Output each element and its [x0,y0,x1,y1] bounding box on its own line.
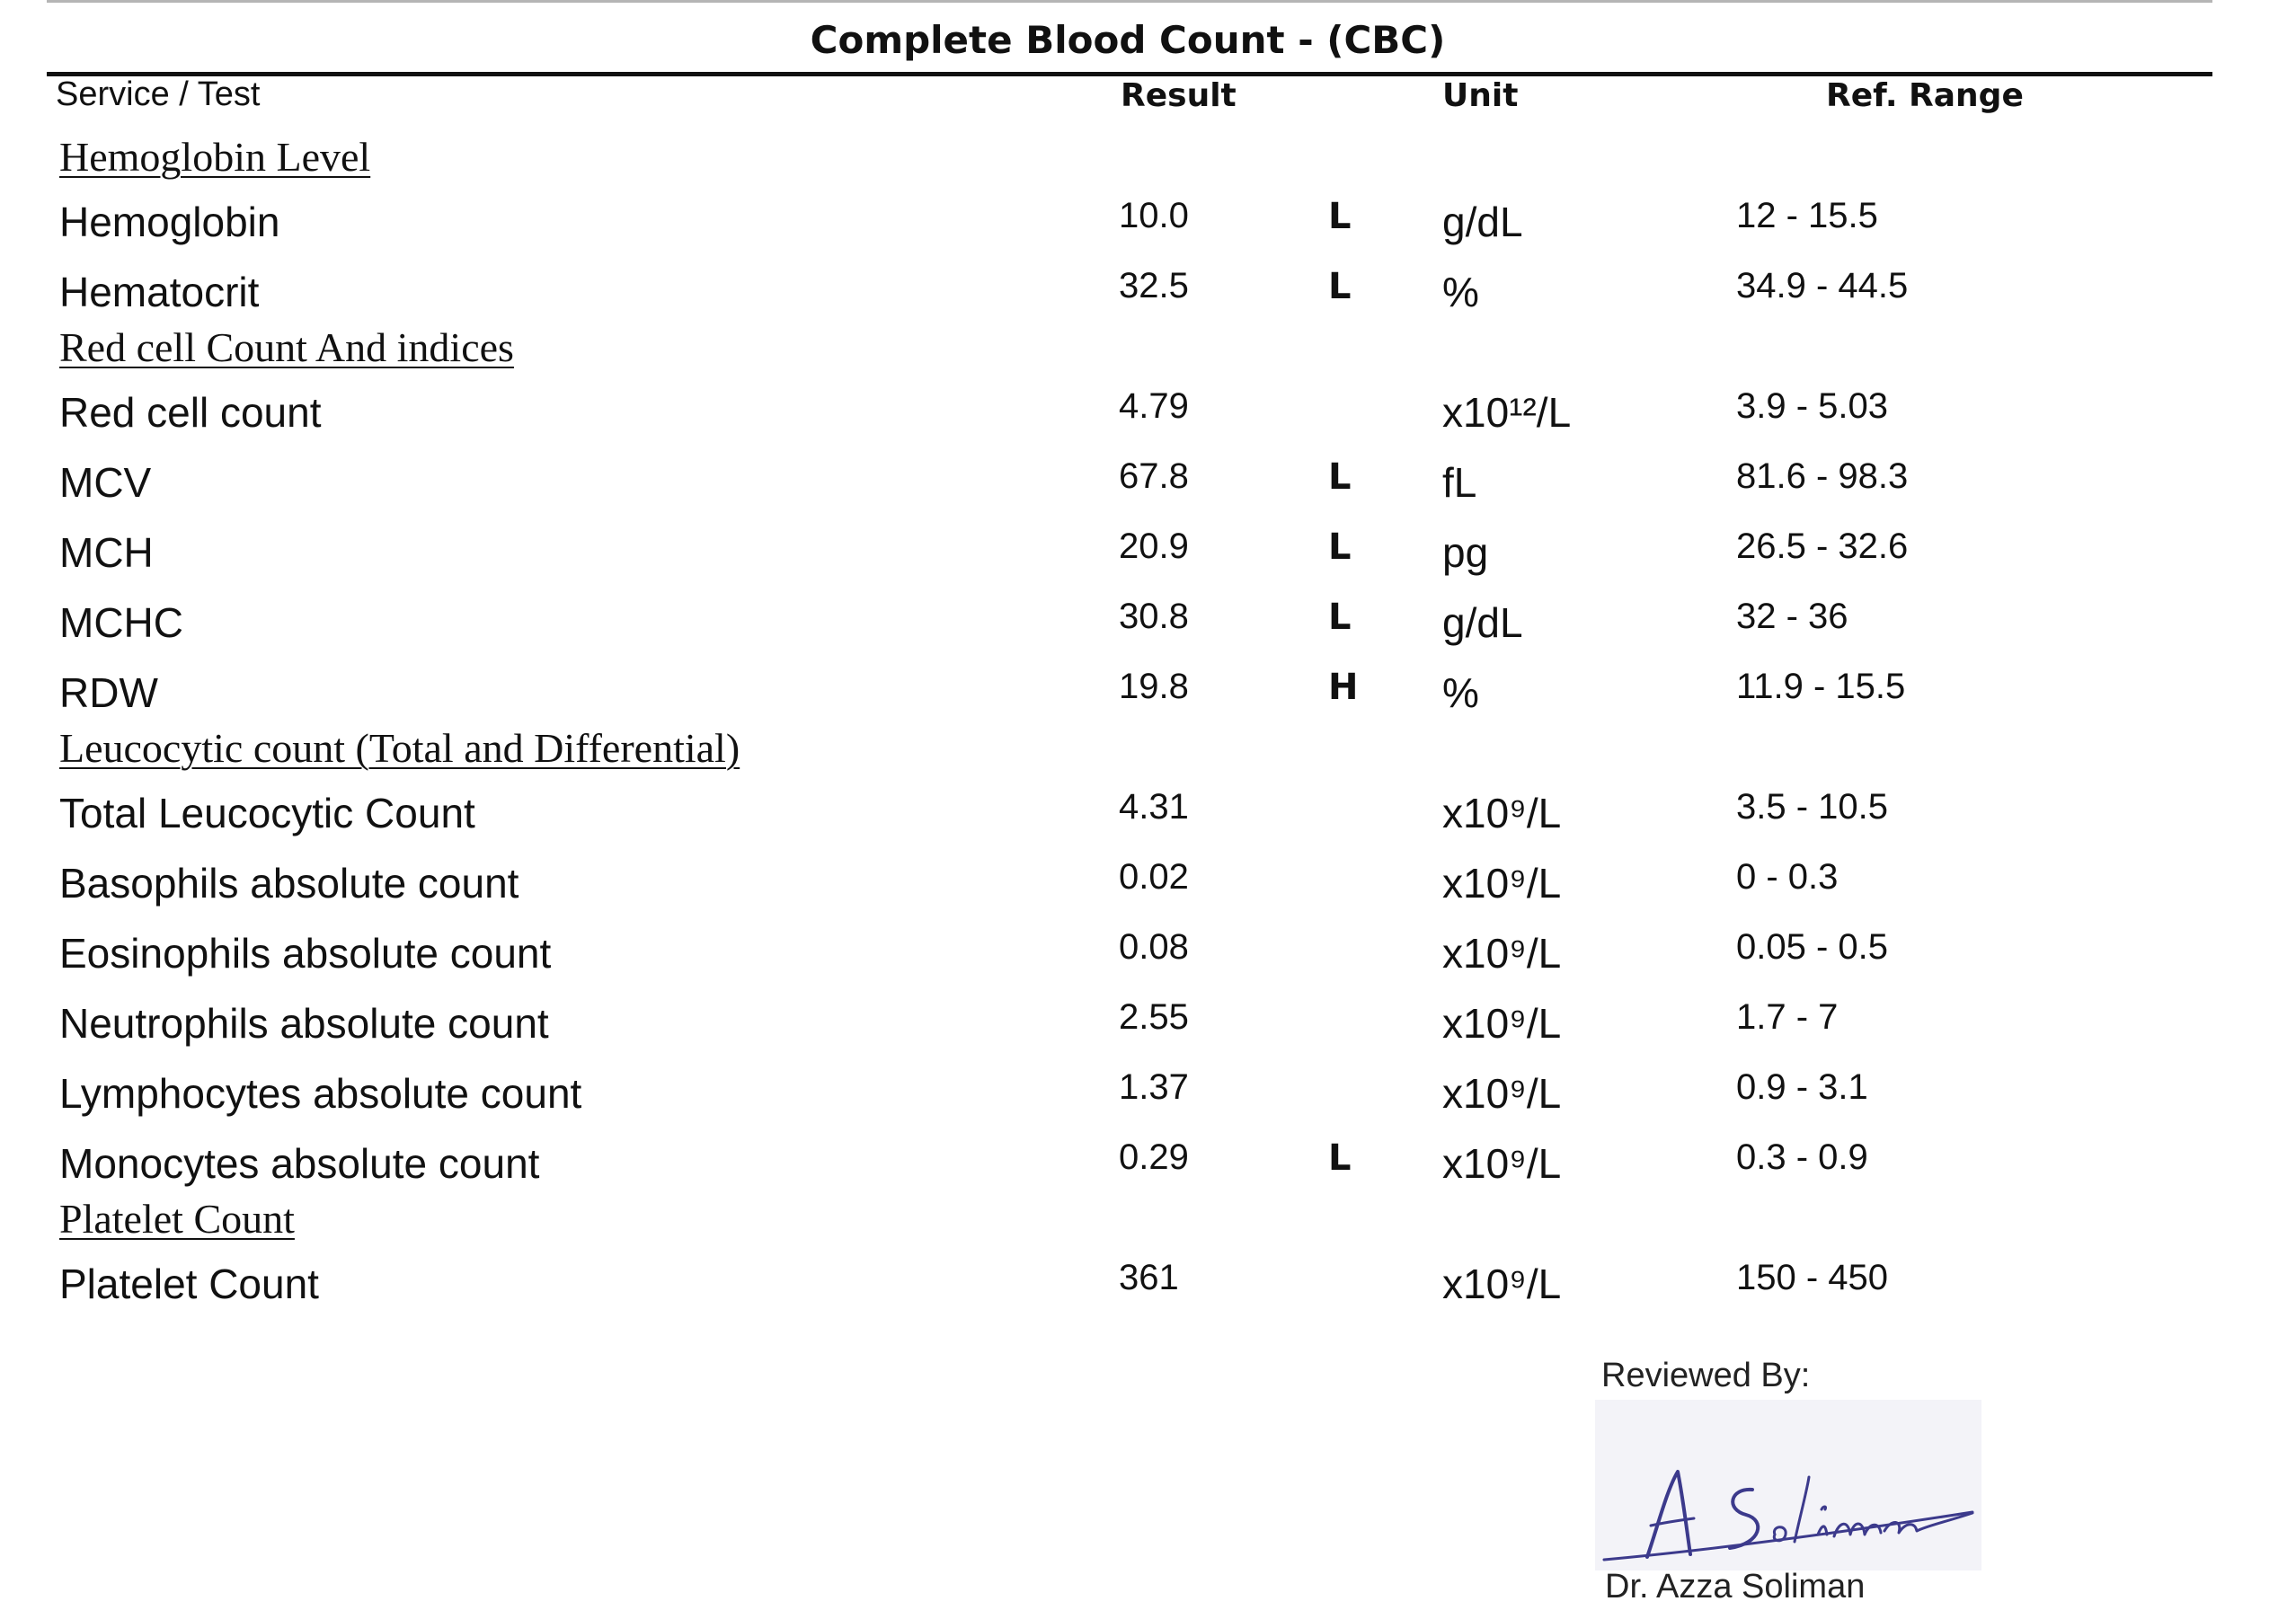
table-row [0,266,2296,329]
unit-value: % [1442,669,1479,716]
table-row [0,1137,2296,1200]
section-heading: Hemoglobin Level [59,134,371,180]
signature-image [1595,1400,1981,1570]
reference-range: 3.5 - 10.5 [1736,787,1889,827]
section-heading: Leucocytic count (Total and Differential) [59,725,740,771]
table-row [0,997,2296,1060]
test-name: Total Leucocytic Count [59,790,475,836]
flag-indicator: L [1328,266,1352,307]
reviewer-name: Dr. Azza Soliman [1605,1568,1866,1606]
test-name: Monocytes absolute count [59,1140,540,1187]
table-row [0,667,2296,730]
table-row [0,857,2296,920]
result-value: 10.0 [1119,196,1189,235]
test-name: Platelet Count [59,1261,319,1307]
reviewed-by-label: Reviewed By: [1601,1357,1811,1394]
reference-range: 32 - 36 [1736,597,1848,636]
signature [1595,1400,1981,1570]
unit-value: fL [1442,459,1477,506]
section-heading: Red cell Count And indices [59,324,514,370]
table-row [0,927,2296,990]
flag-indicator: L [1328,597,1352,638]
table-row [0,456,2296,519]
flag-indicator: L [1328,196,1352,237]
unit-value: x10⁹/L [1442,790,1562,836]
unit-value: x10¹²/L [1442,389,1572,436]
test-name: Hematocrit [59,269,260,315]
section-heading: Platelet Count [59,1196,295,1242]
result-value: 67.8 [1119,456,1189,496]
result-value: 30.8 [1119,597,1189,636]
test-name: Lymphocytes absolute count [59,1070,582,1117]
result-value: 19.8 [1119,667,1189,706]
table-row [0,386,2296,449]
result-value: 20.9 [1119,526,1189,566]
unit-value: pg [1442,529,1489,576]
test-name: Neutrophils absolute count [59,1000,549,1047]
table-row [0,1258,2296,1321]
test-name: MCH [59,529,154,576]
reference-range: 0.05 - 0.5 [1736,927,1889,967]
reference-range: 26.5 - 32.6 [1736,526,1909,566]
test-name: Hemoglobin [59,199,280,245]
unit-value: x10⁹/L [1442,1070,1562,1117]
unit-value: x10⁹/L [1442,1140,1562,1187]
result-value: 32.5 [1119,266,1189,305]
result-value: 361 [1119,1258,1179,1297]
result-value: 0.08 [1119,927,1189,967]
test-name: MCHC [59,599,183,646]
result-value: 2.55 [1119,997,1189,1037]
flag-indicator: L [1328,456,1352,498]
header-unit: Unit [1442,77,1519,114]
reference-range: 12 - 15.5 [1736,196,1878,235]
result-value: 4.31 [1119,787,1189,827]
unit-value: x10⁹/L [1442,1261,1562,1307]
result-value: 4.79 [1119,386,1189,426]
unit-value: x10⁹/L [1442,1000,1562,1047]
unit-value: g/dL [1442,599,1523,646]
unit-value: % [1442,269,1479,315]
flag-indicator: L [1328,1137,1352,1179]
reference-range: 34.9 - 44.5 [1736,266,1909,305]
test-name: Red cell count [59,389,322,436]
reference-range: 81.6 - 98.3 [1736,456,1909,496]
header-test: Service / Test [56,75,261,113]
unit-value: x10⁹/L [1442,860,1562,907]
flag-indicator: H [1328,667,1359,708]
flag-indicator: L [1328,526,1352,568]
table-row [0,1067,2296,1130]
reference-range: 11.9 - 15.5 [1736,667,1906,706]
table-row [0,787,2296,850]
header-result: Result [1121,77,1237,114]
reference-range: 150 - 450 [1736,1258,1889,1297]
test-name: RDW [59,669,158,716]
test-name: Basophils absolute count [59,860,519,907]
table-row [0,196,2296,259]
table-row [0,526,2296,589]
reference-range: 0.3 - 0.9 [1736,1137,1868,1177]
reference-range: 0.9 - 3.1 [1736,1067,1868,1107]
unit-value: x10⁹/L [1442,930,1562,977]
reference-range: 3.9 - 5.03 [1736,386,1889,426]
result-value: 0.02 [1119,857,1189,897]
test-name: MCV [59,459,152,506]
report-title: Complete Blood Count - (CBC) [810,18,1446,62]
table-row [0,597,2296,659]
reference-range: 0 - 0.3 [1736,857,1839,897]
result-value: 1.37 [1119,1067,1189,1107]
unit-value: g/dL [1442,199,1523,245]
result-value: 0.29 [1119,1137,1189,1177]
test-name: Eosinophils absolute count [59,930,552,977]
header-range: Ref. Range [1826,77,2024,114]
reference-range: 1.7 - 7 [1736,997,1839,1037]
